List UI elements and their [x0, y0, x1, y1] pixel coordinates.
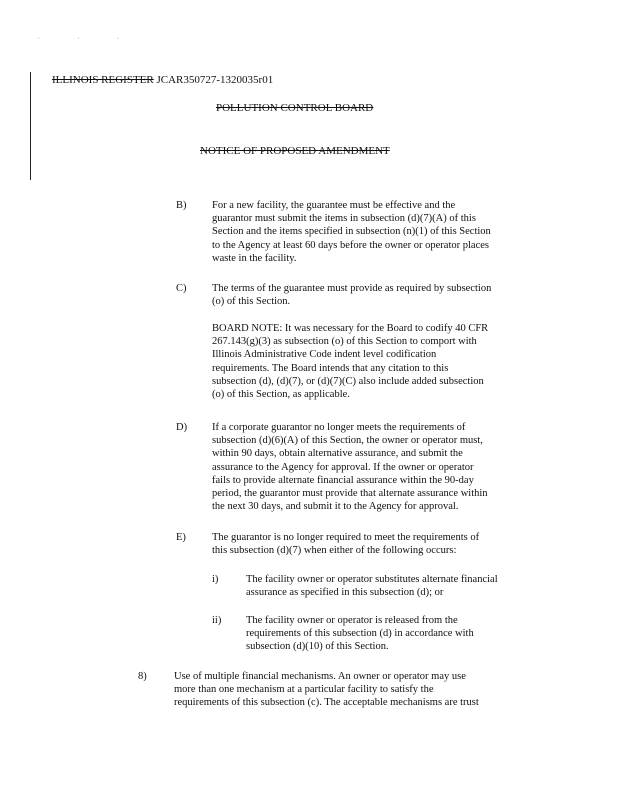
- subsection-B-text: [212, 199, 491, 265]
- text-line: The guarantor is no longer required to meet the requirements of: [212, 532, 480, 543]
- subsection-D-text: [212, 421, 488, 513]
- text-line: The facility owner or operator is released from the: [246, 615, 458, 626]
- text-line: 267.143(g)(3) as subsection (o) of this Section to comport with: [212, 336, 477, 348]
- subsection-E-i-text: [246, 573, 498, 599]
- text-line: subsection (d)(10) of this Section.: [246, 641, 389, 653]
- subsection-8-label: 8): [138, 671, 147, 682]
- text-line: requirements of this subsection (d) in accordance with: [246, 628, 474, 640]
- text-line: the next 30 days, and submit it to the Agency for approval.: [212, 501, 459, 513]
- text-line: Illinois Administrative Code indent level codification: [212, 349, 437, 361]
- text-line: this subsection (d)(7) when either of the following occurs:: [212, 545, 457, 557]
- subsection-E-ii-text: [246, 614, 474, 654]
- subsection-E-label: E): [176, 532, 186, 543]
- text-line: If a corporate guarantor no longer meets the requirements of: [212, 422, 466, 433]
- text-line: (o) of this Section.: [212, 296, 291, 308]
- subsection-C-label: C): [176, 283, 187, 294]
- text-line: requirements. The Board intends that any citation to this: [212, 362, 449, 374]
- notice-title: NOTICE OF PROPOSED AMENDMENT: [200, 145, 390, 157]
- text-line: subsection (d)(6)(A) of this Section, the owner or operator must,: [212, 435, 483, 447]
- subsection-C-text: [212, 282, 491, 308]
- subsection-E-text: [212, 531, 479, 557]
- margin-rule: [30, 72, 31, 180]
- subsection-B-label: B): [176, 200, 187, 211]
- text-line: within 90 days, obtain alternative assurance, and submit the: [212, 448, 463, 460]
- text-line: assurance to the Agency for approval. If the owner or operator: [212, 461, 474, 473]
- text-line: fails to provide alternate financial assurance within the 90-day: [212, 474, 474, 486]
- register-code: JCAR350727-1320035r01: [153, 74, 274, 86]
- text-line: For a new facility, the guarantee must be effective and the: [212, 200, 456, 211]
- subsection-8-text: [174, 670, 479, 710]
- text-line: guarantor must submit the items in subsection (d)(7)(A) of this: [212, 213, 476, 225]
- subsection-D-label: D): [176, 422, 188, 433]
- text-line: The terms of the guarantee must provide as required by subsection: [212, 283, 492, 294]
- subsection-E-ii-label: ii): [212, 615, 222, 626]
- text-line: requirements of this subsection (c). The acceptable mechanisms are trust: [174, 697, 479, 709]
- board-title: POLLUTION CONTROL BOARD: [216, 102, 374, 114]
- text-line: period, the guarantor must provide that alternate assurance within: [212, 487, 488, 499]
- text-line: more than one mechanism at a particular facility to satisfy the: [174, 684, 434, 696]
- text-line: (o) of this Section, as applicable.: [212, 389, 350, 401]
- text-line: BOARD NOTE: It was necessary for the Board to codify 40 CFR: [212, 323, 489, 334]
- text-line: to the Agency at least 60 days before the owner or operator places: [212, 239, 489, 251]
- text-line: assurance as specified in this subsection (d); or: [246, 587, 444, 599]
- text-line: Use of multiple financial mechanisms. An owner or operator may use: [174, 671, 466, 682]
- register-header: [52, 74, 273, 87]
- scan-specks: · · ·: [38, 36, 137, 42]
- text-line: The facility owner or operator substitutes alternate financial: [246, 574, 498, 585]
- board-note: [212, 322, 488, 401]
- text-line: waste in the facility.: [212, 252, 297, 264]
- text-line: subsection (d), (d)(7), or (d)(7)(C) also include added subsection: [212, 375, 484, 387]
- subsection-E-i-label: i): [212, 574, 219, 585]
- register-title: ILLINOIS REGISTER: [52, 74, 154, 86]
- text-line: Section and the items specified in subsection (n)(1) of this Section: [212, 226, 491, 238]
